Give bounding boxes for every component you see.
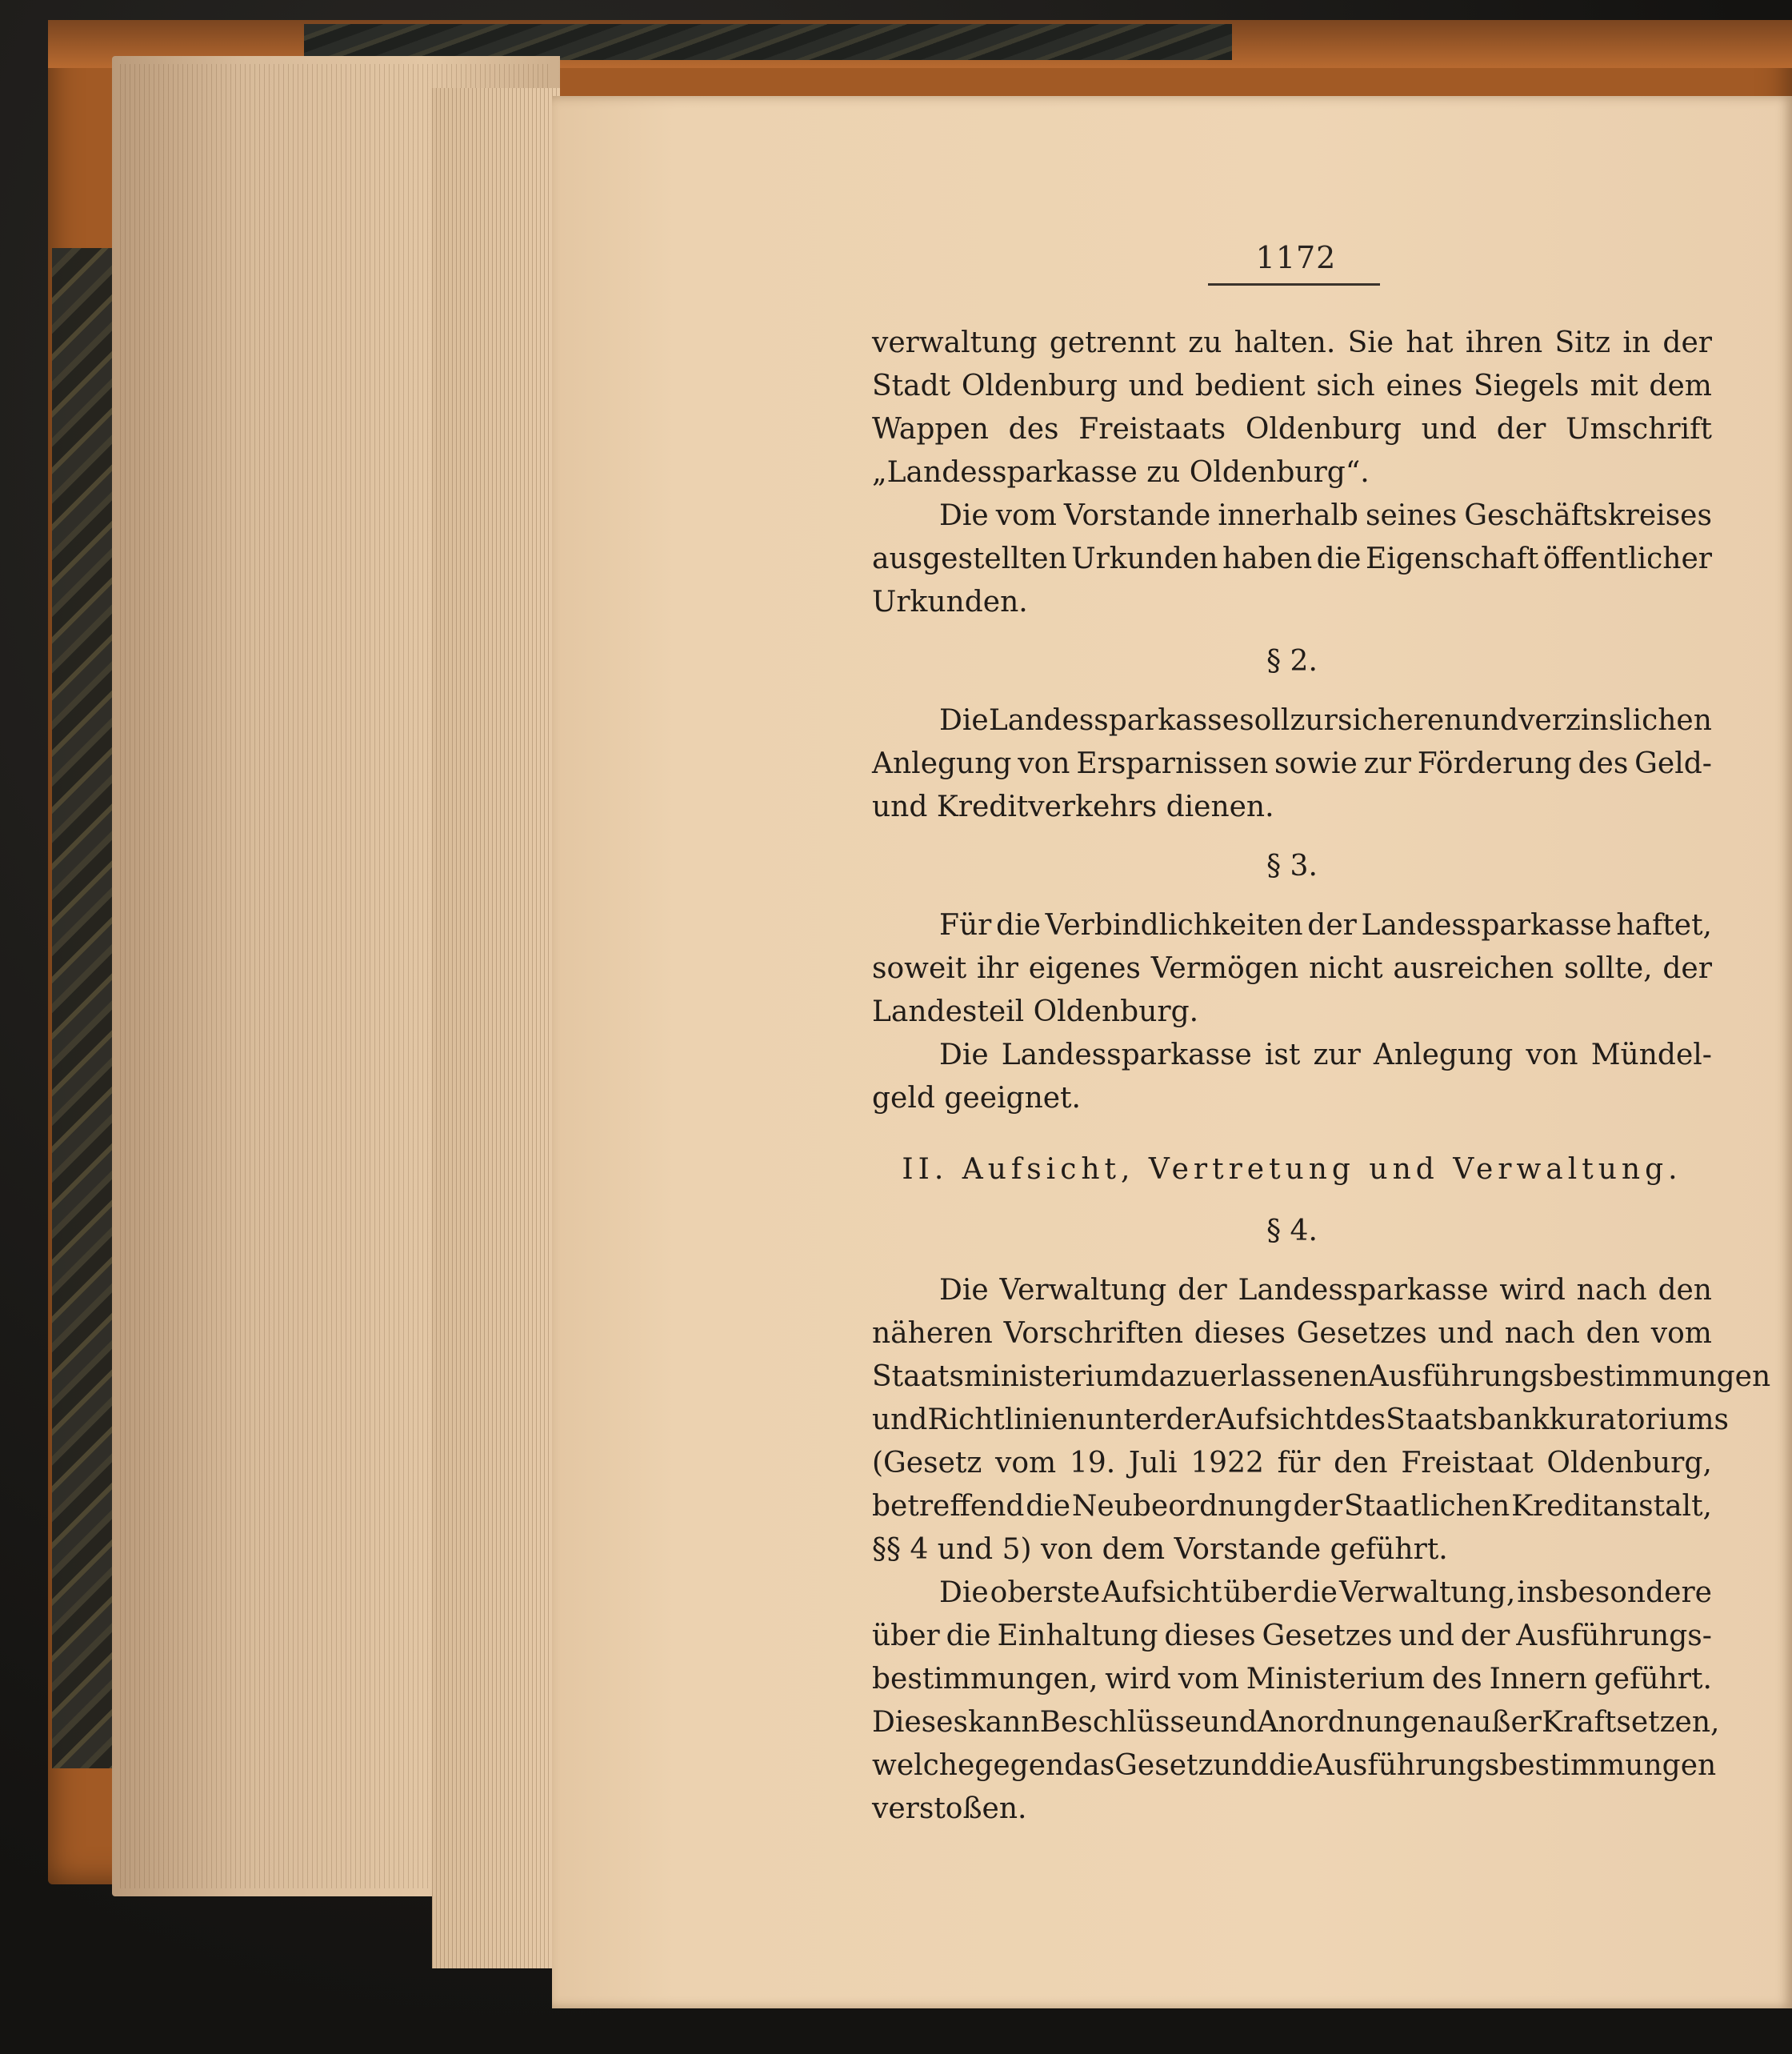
text-line: Für die Verbindlichkeiten der Landessparkasse haftet,	[939, 909, 1712, 942]
page-text	[872, 322, 1771, 1831]
text-line: Die oberste Aufsicht über die Verwaltung, insbesondere	[939, 1576, 1712, 1609]
text-line: verwaltung getrennt zu halten. Sie hat ihren Sitz in der	[872, 326, 1712, 359]
page-header	[1208, 240, 1384, 275]
text-line: Urkunden.	[872, 586, 1028, 619]
text-line: und Kreditverkehrs dienen.	[872, 791, 1274, 823]
text-line: Dieses kann Beschlüsse und Anordnungen außer Kraft setzen,	[872, 1706, 1720, 1739]
text-line: Die vom Vorstande innerhalb seines Geschäftskreises	[939, 499, 1712, 532]
text-line: (Gesetz vom 19. Juli 1922 für den Freistaat Oldenburg,	[872, 1447, 1712, 1479]
paragraph-heading: § 4.	[1266, 1215, 1318, 1247]
text-line: §§ 4 und 5) von dem Vorstande geführt.	[872, 1533, 1448, 1566]
header-rule	[1208, 283, 1380, 286]
text-line: Die Landessparkasse soll zur sicheren und verzinslichen	[939, 704, 1712, 737]
paragraph-heading: § 2.	[1266, 645, 1318, 678]
text-line: verstoßen.	[872, 1792, 1027, 1825]
text-line: soweit ihr eigenes Vermögen nicht ausreichen sollte, der	[872, 952, 1712, 985]
section-heading: II. Aufsicht, Vertretung und Verwaltung.	[902, 1153, 1682, 1186]
page-edges-right	[432, 88, 560, 1968]
text-line: geld geeignet.	[872, 1082, 1081, 1115]
text-line: bestimmungen, wird vom Ministerium des Innern geführt.	[872, 1663, 1712, 1696]
text-line: betreffend die Neubeordnung der Staatlichen Kreditanstalt,	[872, 1490, 1712, 1523]
marbled-board-top	[304, 24, 1232, 60]
text-line: Staatsministerium dazu erlassenen Ausführungsbestimmungen	[872, 1360, 1771, 1393]
text-line: Stadt Oldenburg und bedient sich eines Siegels mit dem	[872, 370, 1712, 402]
text-line: Wappen des Freistaats Oldenburg und der Umschrift	[872, 413, 1712, 446]
text-line: und Richtlinien unter der Aufsicht des Staatsbankkuratoriums	[872, 1403, 1729, 1436]
page-number: 1172	[1255, 240, 1337, 275]
text-line: welche gegen das Gesetz und die Ausführungsbestimmungen	[872, 1749, 1717, 1782]
text-line: Anlegung von Ersparnissen sowie zur Förderung des Geld-	[872, 747, 1712, 780]
text-line: Landesteil Oldenburg.	[872, 995, 1199, 1028]
text-line: Die Verwaltung der Landessparkasse wird nach den	[939, 1274, 1712, 1307]
marbled-board-side	[52, 248, 116, 1768]
paragraph-heading: § 3.	[1266, 850, 1318, 883]
text-line: ausgestellten Urkunden haben die Eigenschaft öffentlicher	[872, 543, 1712, 575]
text-line: „Landessparkasse zu Oldenburg“.	[872, 456, 1370, 489]
text-line: Die Landessparkasse ist zur Anlegung von Mündel-	[939, 1039, 1712, 1071]
text-line: näheren Vorschriften dieses Gesetzes und nach den vom	[872, 1317, 1712, 1350]
text-line: über die Einhaltung dieses Gesetzes und der Ausführungs-	[872, 1620, 1712, 1652]
